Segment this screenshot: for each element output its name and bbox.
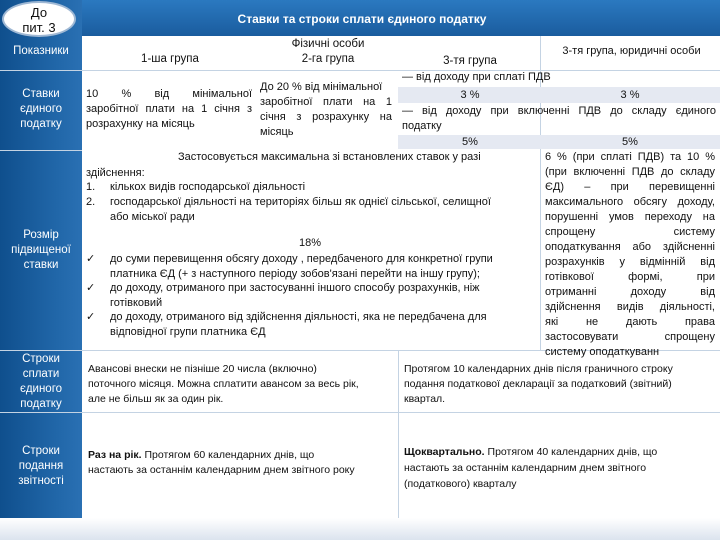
label-line: Строки [22,353,60,365]
text-line: розрахунку на місяць [86,118,195,130]
row-label-reporting-terms [0,444,82,489]
text-line: але не більш як за один рік. [88,393,224,405]
label-line: ставки [23,259,59,271]
text-line: систему оподаткуванн [545,346,660,358]
header-group3: 3-тя група [443,55,497,67]
text-line: заробітної плати на 1 [260,96,392,108]
header-individuals: Фізичні особи [291,38,365,50]
header-group3-legal: 3-тя група, юридичні особи [562,45,701,57]
text-line: Авансові внески не пізніше 20 числа (включно) [88,363,317,375]
label-line: сплати [22,368,60,380]
text-line: — від доходу при включенні ПДВ до складу єдиного [402,105,716,117]
row-label-payment-terms [0,352,82,412]
reporting-emphasis: Щоквартально. [404,446,485,458]
rate-group3-vat-included [402,104,716,134]
increased-rate-intro: Застосовується максимальна зі встановлених ставок у разі [178,151,481,163]
check-item-3 [86,310,538,340]
row-label-increased-rate [0,228,82,273]
rate-group2 [260,80,392,140]
row-label-rates [0,87,82,132]
header-group2: 2-га група [301,53,355,65]
page-title: Ставки та строки сплати єдиного податку [237,12,487,26]
text-line: максимального обсягу доходу, [545,196,715,208]
column-divider [398,350,399,518]
text-line: (податкового) кварталу [404,478,517,490]
text-line: Протягом 10 календарних днів після граничного строку [404,363,673,375]
checkmark-icon: ✓ [86,282,96,294]
item-text: до доходу, отриманого при застосуванні іншого способу розрахунків, ніж [110,282,480,294]
rate-group3-3pct: 3 % [460,89,480,101]
text-line: здійснення видів діяльності, [545,301,715,313]
label-line: єдиного [19,103,63,115]
text-line: заробітної плати на 1 січня з [86,103,252,115]
text-line: До 20 % від мінімальної [260,81,383,93]
checkmark-icon: ✓ [86,311,96,323]
rate-legal-3pct: 3 % [620,89,640,101]
increased-rate-item-2 [86,195,538,225]
label-line: податку [20,398,62,410]
item-text: відповідної групи платника ЄД [110,326,266,338]
item-text: платника ЄД (+ з наступного періоду зобов'язані перейти на іншу групу); [110,268,480,280]
badge-line-2: пит. 3 [22,20,56,35]
item-number: 2. [86,196,96,208]
row-label-indicators: Показники [13,45,69,57]
rate-group3-5pct: 5% [462,136,478,148]
label-line: підвищеної [11,244,71,256]
check-item-1 [86,252,538,282]
item-number: 1. [86,181,96,193]
question-badge [2,1,76,37]
increased-rate-18pct: 18% [298,237,322,249]
text-line: застосовувати спрощену [545,331,715,343]
text-line: місяць [260,126,294,138]
payment-group3 [404,362,718,407]
text-line: податку [402,120,442,132]
text-line: спрощену систему [545,226,715,238]
badge-line-1: До [30,5,48,20]
text-line: настають за останнім календарним днем звітного [404,462,647,474]
text-line: які не дають права [545,316,715,328]
bottom-shadow [0,518,720,540]
text-line: готівкової формі, при [545,271,715,283]
text-line: квартал. [404,393,446,405]
increased-rate-legal [545,150,715,360]
text-line: оподаткування або здійсненні [545,241,715,253]
increased-rate-implementation: здійснення: [86,167,145,179]
label-line: податку [20,118,62,130]
text-line: 6 % (при сплаті ПДВ) та 10 % [545,151,715,163]
reporting-groups12 [88,448,398,478]
text-line: отриманні доходу від [545,286,715,298]
rate-group1 [86,87,252,132]
item-text: готівковий [110,297,163,309]
checkmark-icon: ✓ [86,253,96,265]
item-text: до доходу, отриманого від здійснення діяльності, яка не передбачена для [110,311,487,323]
text-line: (при включенні ПДВ до складу [545,166,715,178]
label-line: єдиного [19,383,63,395]
text-line: Протягом 60 календарних днів, що [144,449,315,461]
text-line: подання податкової декларації за податковий (звітний) [404,378,672,390]
item-text: господарської діяльності на територіях більш як однієї сільської, селищної [110,196,491,208]
label-line: подання [18,460,64,472]
check-item-2 [86,281,538,311]
text-line: ЄД) – при перевищенні [545,181,715,193]
header-group1: 1-ша група [141,53,199,65]
text-line: порушенні умов переходу на [545,211,715,223]
text-line: 10 % від мінімальної [86,88,252,100]
rate-group3-vat-paid: — від доходу при сплаті ПДВ [402,71,551,83]
text-line: розрахунків у відмінній від [545,256,715,268]
text-line: поточного місяця. Можна сплатити авансом за весь рік, [88,378,359,390]
item-text: або міської ради [110,211,195,223]
label-line: Розмір [23,229,59,241]
reporting-group3 [404,444,718,492]
text-line: січня з розрахунку на [260,111,392,123]
label-line: Строки [22,445,60,457]
item-text: кількох видів господарської діяльності [110,181,306,193]
reporting-emphasis: Раз на рік. [88,449,142,461]
row-divider [0,412,720,413]
payment-groups12 [88,362,398,407]
rate-legal-5pct: 5% [622,136,638,148]
row-divider [0,70,720,71]
row-divider [0,150,82,151]
label-line: звітності [18,475,64,487]
item-text: до суми перевищення обсягу доходу , передбаченого для конкретної групи [110,253,493,265]
increased-rate-item-1 [86,180,536,195]
text-line: настають за останнім календарним днем звітного року [88,464,355,476]
label-line: Ставки [22,88,60,100]
text-line: Протягом 40 календарних днів, що [487,446,658,458]
